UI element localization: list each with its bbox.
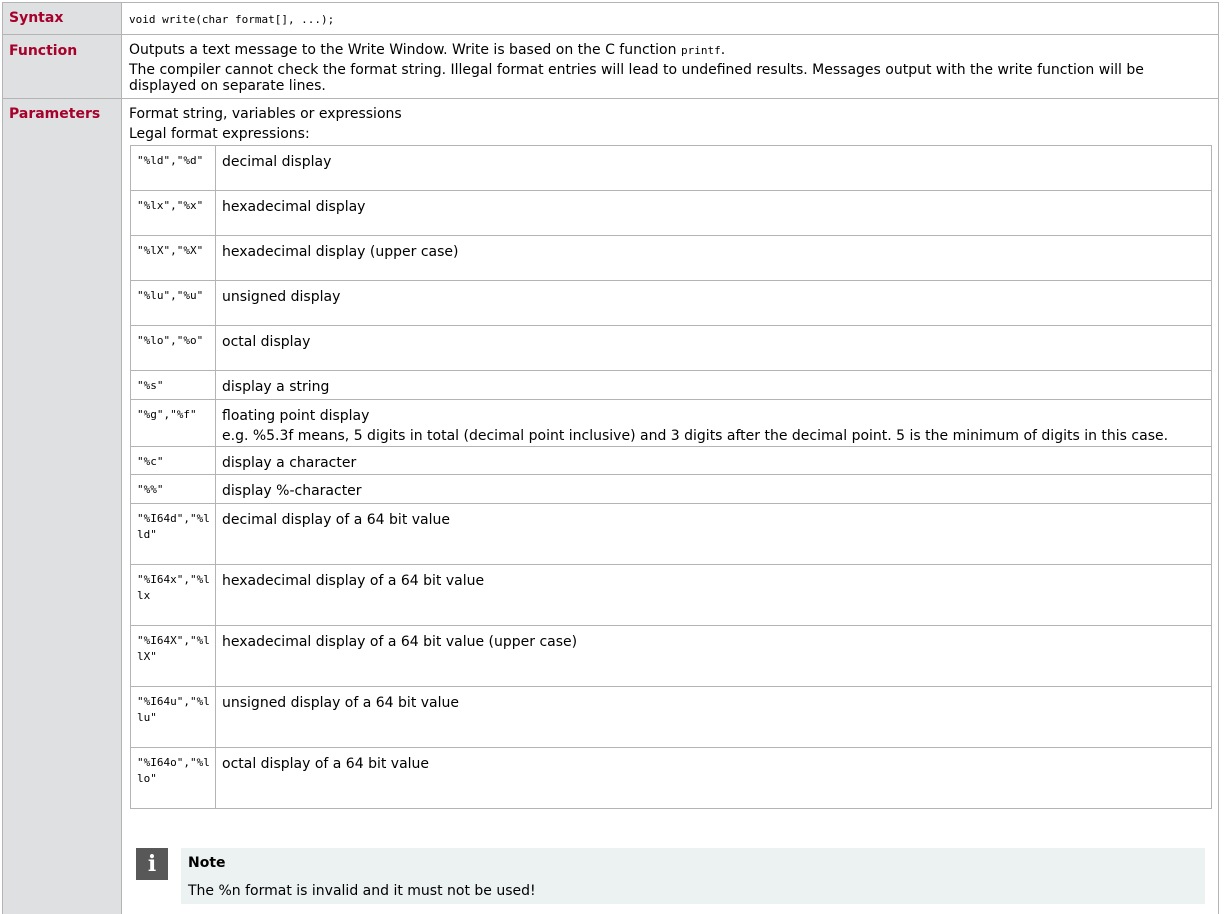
format-code: "%I64o","%llo" xyxy=(131,748,216,809)
format-description-cell xyxy=(216,475,1212,504)
format-code: "%I64X","%llX" xyxy=(131,626,216,687)
function-text: Outputs a text message to the Write Window. Write is based on the C function xyxy=(129,42,681,58)
function-warning: The compiler cannot check the format string. Illegal format entries will lead to undefined results. Messages output with the write function will be displayed on separate lines. xyxy=(129,62,1144,94)
format-description: decimal display of a 64 bit value xyxy=(222,512,450,528)
format-code: "%lu","%u" xyxy=(131,281,216,326)
format-description-cell xyxy=(216,146,1212,191)
format-example: e.g. %5.3f means, 5 digits in total (decimal point inclusive) and 3 digits after the decimal point. 5 is the minimum of digits in this case. xyxy=(222,428,1169,444)
note-box xyxy=(181,848,1205,904)
format-description-cell xyxy=(216,565,1212,626)
syntax-label: Syntax xyxy=(3,3,122,34)
format-row xyxy=(131,236,1212,281)
format-code: "%lx","%x" xyxy=(131,191,216,236)
format-code: "%I64u","%llu" xyxy=(131,687,216,748)
format-description-cell xyxy=(216,281,1212,326)
format-row xyxy=(131,400,1212,447)
format-code: "%s" xyxy=(131,371,216,400)
format-description: hexadecimal display of a 64 bit value (upper case) xyxy=(222,634,578,650)
format-code: "%I64d","%lld" xyxy=(131,504,216,565)
format-code: "%lX","%X" xyxy=(131,236,216,281)
format-description: octal display of a 64 bit value xyxy=(222,756,430,772)
function-value xyxy=(123,35,1218,98)
format-row xyxy=(131,371,1212,400)
format-description: hexadecimal display xyxy=(222,199,366,215)
format-row xyxy=(131,626,1212,687)
format-row xyxy=(131,687,1212,748)
format-description: display a string xyxy=(222,379,330,395)
format-description-cell xyxy=(216,687,1212,748)
format-code: "%lo","%o" xyxy=(131,326,216,371)
format-description: display %-character xyxy=(222,483,362,499)
format-code: "%c" xyxy=(131,447,216,475)
format-row xyxy=(131,326,1212,371)
syntax-value xyxy=(123,3,1218,34)
format-description-cell xyxy=(216,748,1212,809)
function-row xyxy=(3,34,1218,98)
format-description-cell xyxy=(216,504,1212,565)
printf-code: printf xyxy=(680,44,721,57)
syntax-code: void write(char format[], ...); xyxy=(129,13,335,26)
parameters-row xyxy=(3,98,1218,914)
format-description: hexadecimal display (upper case) xyxy=(222,244,459,260)
function-reference-table xyxy=(2,2,1219,914)
format-description: octal display xyxy=(222,334,311,350)
parameters-label: Parameters xyxy=(3,99,122,914)
note-title: Note xyxy=(188,855,226,871)
parameters-value xyxy=(123,99,1218,914)
format-code: "%%" xyxy=(131,475,216,504)
format-description: hexadecimal display of a 64 bit value xyxy=(222,573,485,589)
format-description: unsigned display of a 64 bit value xyxy=(222,695,459,711)
parameters-legal-formats: Legal format expressions: xyxy=(129,126,310,142)
format-description: display a character xyxy=(222,455,357,471)
format-description-cell xyxy=(216,400,1212,447)
info-icon: i xyxy=(136,848,168,880)
format-row xyxy=(131,504,1212,565)
format-table xyxy=(130,145,1212,809)
format-description: decimal display xyxy=(222,154,332,170)
format-row xyxy=(131,565,1212,626)
format-description-cell xyxy=(216,326,1212,371)
format-description: floating point display xyxy=(222,408,370,424)
format-code: "%I64x","%llx xyxy=(131,565,216,626)
format-description-cell xyxy=(216,447,1212,475)
format-description-cell xyxy=(216,236,1212,281)
format-description-cell xyxy=(216,191,1212,236)
function-label: Function xyxy=(3,35,122,98)
format-description-cell xyxy=(216,371,1212,400)
format-code: "%g","%f" xyxy=(131,400,216,447)
format-row xyxy=(131,475,1212,504)
parameters-intro: Format string, variables or expressions xyxy=(129,106,402,122)
note-text: The %n format is invalid and it must not be used! xyxy=(188,883,536,899)
format-code: "%ld","%d" xyxy=(131,146,216,191)
format-description-cell xyxy=(216,626,1212,687)
function-description xyxy=(129,42,725,58)
format-description: unsigned display xyxy=(222,289,341,305)
format-row xyxy=(131,146,1212,191)
format-row xyxy=(131,281,1212,326)
format-row xyxy=(131,748,1212,809)
syntax-row xyxy=(3,2,1218,34)
function-text-end: . xyxy=(720,42,726,58)
format-row xyxy=(131,447,1212,475)
format-row xyxy=(131,191,1212,236)
